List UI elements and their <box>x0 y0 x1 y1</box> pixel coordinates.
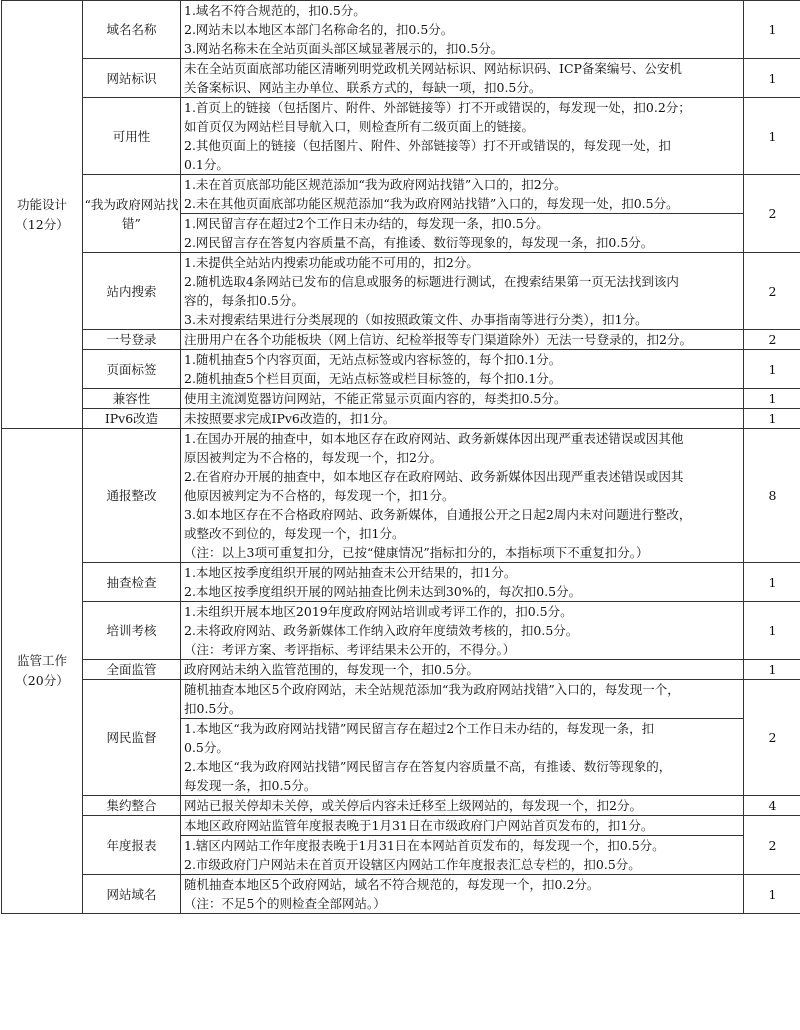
criteria-line: 容的，每条扣0.5分。 <box>184 293 304 308</box>
criteria-line: 网站已报关停却未关停，或关停后内容未迁移至上级网站的，每发现一个，扣2分。 <box>184 798 642 813</box>
criteria-line: 2.未将政府网站、政务新媒体工作纳入政府年度绩效考核的，扣0.5分。 <box>184 623 579 638</box>
table-row <box>2 429 800 563</box>
item-criteria <box>181 660 744 680</box>
item-criteria <box>181 816 744 875</box>
table-row <box>2 330 800 350</box>
item-score: 1 <box>744 602 800 660</box>
criteria-line: 随机抽查本地区5个政府网站，未全站规范添加“我为政府网站找错”入口的，每发现一个， <box>184 682 680 697</box>
item-name: 网站域名 <box>83 875 181 914</box>
table-row <box>2 816 800 875</box>
criteria-line: 1.网民留言存在超过2个工作日未办结的，每发现一条，扣0.5分。 <box>184 216 549 231</box>
criteria-line: 2.其他页面上的链接（包括图片、附件、外部链接等）打不开或错误的，每发现一处，扣 <box>184 138 671 153</box>
criteria-line: 3.未对搜索结果进行分类展现的（如按照政策文件、办事指南等进行分类），扣1分。 <box>184 312 648 327</box>
item-name: 一号登录 <box>83 330 181 350</box>
criteria-line: 未在全站页面底部功能区清晰列明党政机关网站标识、网站标识码、ICP备案编号、公安机 <box>184 61 682 76</box>
criteria-line: 1.本地区“我为政府网站找错”网民留言存在超过2个工作日未办结的，每发现一条，扣 <box>184 721 655 736</box>
criteria-line: 未按照要求完成IPv6改造的，扣1分。 <box>184 411 396 426</box>
item-criteria <box>181 350 744 389</box>
table-row <box>2 98 800 175</box>
item-score: 1 <box>744 350 800 389</box>
item-criteria <box>181 602 744 660</box>
criteria-subsection <box>181 213 743 252</box>
category-supervision <box>2 429 83 914</box>
item-name: IPv6改造 <box>83 409 181 429</box>
item-name: 抽查检查 <box>83 563 181 602</box>
table-row <box>2 253 800 330</box>
criteria-line: 1.首页上的链接（包括图片、附件、外部链接等）打不开或错误的，每发现一处，扣0.2分； <box>184 100 691 115</box>
item-score: 2 <box>744 253 800 330</box>
criteria-line: 关备案标识、网站主办单位、联系方式的，每缺一项，扣0.5分。 <box>184 80 542 95</box>
item-name: 集约整合 <box>83 796 181 816</box>
item-name: 域名名称 <box>83 1 181 59</box>
table-row <box>2 1 800 59</box>
criteria-line: 注册用户在各个功能板块（网上信访、纪检举报等专门渠道除外）无法一号登录的，扣2分。 <box>184 332 692 347</box>
item-score: 2 <box>744 680 800 796</box>
item-criteria <box>181 59 744 98</box>
item-name: 网民监督 <box>83 680 181 796</box>
item-name: 全面监管 <box>83 660 181 680</box>
criteria-line: 1.域名不符合规范的，扣0.5分。 <box>184 3 366 18</box>
item-criteria <box>181 796 744 816</box>
criteria-line: 3.如本地区存在不合格政府网站、政务新媒体，自通报公开之日起2周内未对问题进行整改， <box>184 507 692 522</box>
item-name: “我为政府网站找错” <box>83 175 181 253</box>
criteria-line: 3.网站名称未在全站页面头部区域显著展示的，扣0.5分。 <box>184 41 504 56</box>
criteria-line: 1.未在首页底部功能区规范添加“我为政府网站找错”入口的，扣2分。 <box>184 177 567 192</box>
item-criteria <box>181 875 744 914</box>
category-name: 功能设计 <box>16 196 67 212</box>
item-score: 1 <box>744 563 800 602</box>
item-criteria <box>181 409 744 429</box>
criteria-line: 2.网站未以本地区本部门名称命名的，扣0.5分。 <box>184 22 454 37</box>
category-function-design <box>2 1 83 429</box>
item-criteria <box>181 1 744 59</box>
item-name: 培训考核 <box>83 602 181 660</box>
item-score: 2 <box>744 175 800 253</box>
item-criteria <box>181 253 744 330</box>
criteria-line: 随机抽查本地区5个政府网站，域名不符合规范的，每发现一个，扣0.2分。 <box>184 877 600 892</box>
evaluation-table <box>1 0 800 914</box>
table-row <box>2 680 800 796</box>
category-name: 监管工作 <box>16 653 67 668</box>
table-row <box>2 350 800 389</box>
item-name: 兼容性 <box>83 389 181 409</box>
criteria-line: 2.在省府办开展的抽查中，如本地区存在政府网站、政务新媒体因出现严重表述错误或因其 <box>184 469 684 484</box>
item-name: 可用性 <box>83 98 181 175</box>
criteria-line: 使用主流浏览器访问网站，不能正常显示页面内容的，每类扣0.5分。 <box>184 391 567 406</box>
criteria-line: 每发现一条，扣0.5分。 <box>184 778 317 793</box>
item-score: 4 <box>744 796 800 816</box>
category-score: （20分） <box>15 673 69 688</box>
item-criteria <box>181 98 744 175</box>
item-score: 1 <box>744 98 800 175</box>
criteria-line: （注：考评方案、考评指标、考评结果未公开的，不得分。） <box>184 642 516 657</box>
criteria-line: 原因被判定为不合格的，每发现一个，扣2分。 <box>184 450 442 465</box>
item-name: 网站标识 <box>83 59 181 98</box>
table-row <box>2 563 800 602</box>
item-name: 站内搜索 <box>83 253 181 330</box>
criteria-line: 1.在国办开展的抽查中，如本地区存在政府网站、政务新媒体因出现严重表述错误或因其他 <box>184 431 684 446</box>
criteria-line: 如首页仅为网站栏目导航入口，则检查所有二级页面上的链接。 <box>184 119 535 134</box>
table-row <box>2 602 800 660</box>
criteria-line: 1.未提供全站站内搜索功能或功能不可用的，扣2分。 <box>184 255 479 270</box>
criteria-line: 1.随机抽查5个内容页面，无站点标签或内容标签的，每个扣0.1分。 <box>184 352 562 367</box>
item-score: 1 <box>744 875 800 914</box>
table-row <box>2 175 800 253</box>
criteria-line: 2.网民留言存在答复内容质量不高，有推诿、数衍等现象的，每发现一条，扣0.5分。 <box>184 235 654 250</box>
item-criteria <box>181 389 744 409</box>
criteria-line: 2.随机选取4条网站已发布的信息或服务的标题进行测试，在搜索结果第一页无法找到该内 <box>184 274 679 289</box>
item-score: 1 <box>744 59 800 98</box>
item-name: 年度报表 <box>83 816 181 875</box>
table-row <box>2 796 800 816</box>
item-criteria <box>181 680 744 796</box>
criteria-line: 2.随机抽查5个栏目页面，无站点标签或栏目标签的，每个扣0.1分。 <box>184 371 562 386</box>
criteria-line: （注：不足5个的则检查全部网站。） <box>184 896 386 911</box>
criteria-line: 2.本地区“我为政府网站找错”网民留言存在答复内容质量不高，有推诿、数衍等现象的， <box>184 759 672 774</box>
criteria-line: 2.本地区按季度组织开展的网站抽查比例未达到30%的，每次扣0.5分。 <box>184 584 582 599</box>
table-row <box>2 389 800 409</box>
item-score: 2 <box>744 816 800 875</box>
criteria-line: 政府网站未纳入监管范围的，每发现一个，扣0.5分。 <box>184 662 479 677</box>
table-row <box>2 409 800 429</box>
item-criteria <box>181 563 744 602</box>
table-row <box>2 875 800 914</box>
item-criteria <box>181 429 744 563</box>
criteria-line: 1.本地区按季度组织开展的网站抽查未公开结果的，扣1分。 <box>184 565 517 580</box>
item-score: 8 <box>744 429 800 563</box>
item-score: 1 <box>744 660 800 680</box>
criteria-line: 扣0.5分。 <box>184 701 242 716</box>
criteria-subsection <box>181 835 743 874</box>
criteria-line: 0.5分。 <box>184 740 229 755</box>
item-name: 页面标签 <box>83 350 181 389</box>
item-score: 1 <box>744 389 800 409</box>
criteria-line: 或整改不到位的，每发现一个，扣1分。 <box>184 526 405 541</box>
criteria-line: 1.辖区内网站工作年度报表晚于1月31日在本网站首页发布的，每发现一个，扣0.5分。 <box>184 838 665 853</box>
criteria-line: 1.未组织开展本地区2019年度政府网站培训或考评工作的，扣0.5分。 <box>184 604 573 619</box>
criteria-subsection <box>181 718 743 795</box>
item-name: 通报整改 <box>83 429 181 563</box>
item-score: 1 <box>744 409 800 429</box>
item-criteria <box>181 330 744 350</box>
item-score: 2 <box>744 330 800 350</box>
item-criteria <box>181 175 744 253</box>
category-score: （12分） <box>15 216 69 232</box>
criteria-line: 2.市级政府门户网站未在首页开设辖区内网站工作年度报表汇总专栏的，扣0.5分。 <box>184 857 641 872</box>
criteria-line: 本地区政府网站监管年度报表晚于1月31日在市级政府门户网站首页发布的，扣1分。 <box>184 818 654 833</box>
table-row <box>2 660 800 680</box>
criteria-line: 0.1分。 <box>184 157 229 172</box>
criteria-line: 2.未在其他页面底部功能区规范添加“我为政府网站找错”入口的，每发现一处，扣0.5分。 <box>184 196 679 211</box>
table-row <box>2 59 800 98</box>
criteria-line: （注：以上3项可重复扣分，已按“健康情况”指标扣分的，本指标项下不重复扣分。） <box>184 545 649 560</box>
criteria-line: 他原因被判定为不合格的，每发现一个，扣1分。 <box>184 488 455 503</box>
item-score: 1 <box>744 1 800 59</box>
